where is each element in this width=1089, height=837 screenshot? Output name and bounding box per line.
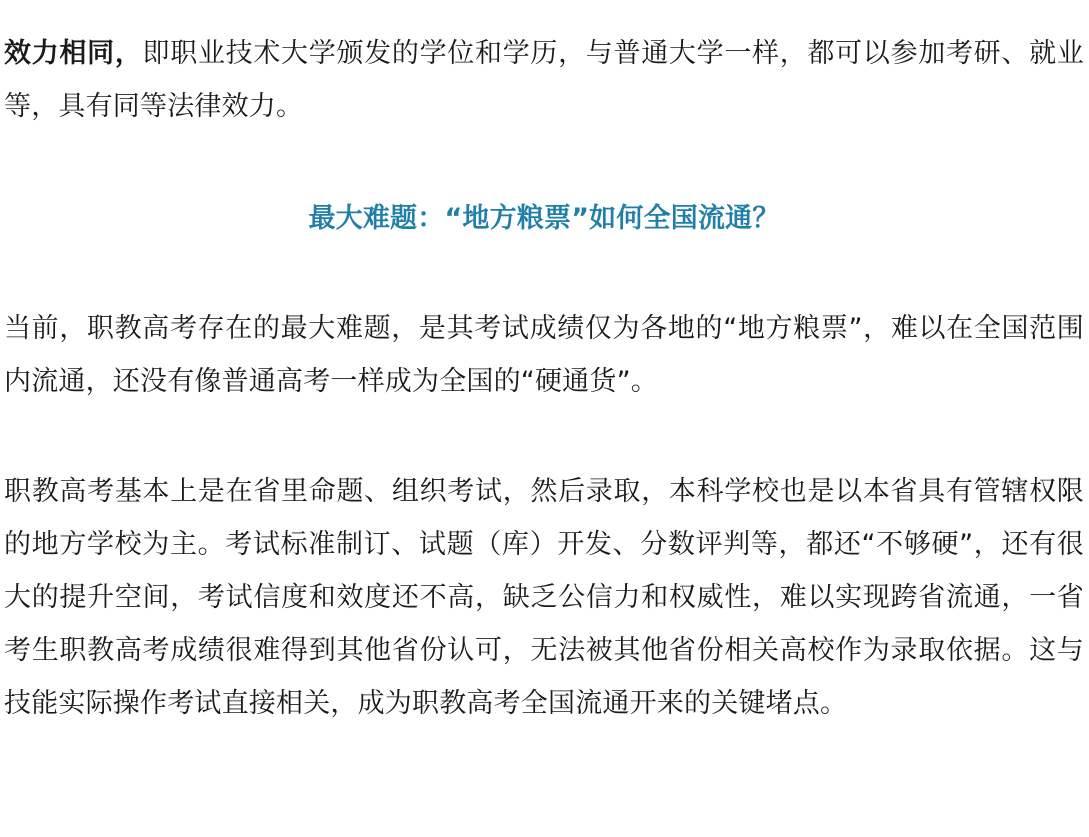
paragraph-lead-bold: 效力相同，: [4, 38, 143, 69]
paragraph-local-ticket: 当前，职教高考存在的最大难题，是其考试成绩仅为各地的“地方粮票”，难以在全国范围内流通，还没有像普通高考一样成为全国的“硬通货”。: [4, 313, 1084, 397]
paragraph-provincial-exam: 职教高考基本上是在省里命题、组织考试，然后录取，本科学校也是以本省具有管辖权限的地方学校为主。考试标准制订、试题（库）开发、分数评判等，都还“不够硬”，还有很大的提升空间，考试信度和效度还不高，缺乏公信力和权威性，难以实现跨省流通，一省考生职教高考成绩很难得到其他省份认可，无法被其他省份相关高校作为录取依据。这与技能实际操作考试直接相关，成为职教高考全国流通开来的关键堵点。: [4, 476, 1084, 719]
paragraph-equal-validity: [4, 27, 1084, 133]
paragraph-text: 即职业技术大学颁发的学位和学历，与普通大学一样，都可以参加考研、就业等，具有同等法律效力。: [4, 38, 1084, 122]
section-heading: 最大难题：“地方粮票”如何全国流通？: [308, 203, 780, 234]
